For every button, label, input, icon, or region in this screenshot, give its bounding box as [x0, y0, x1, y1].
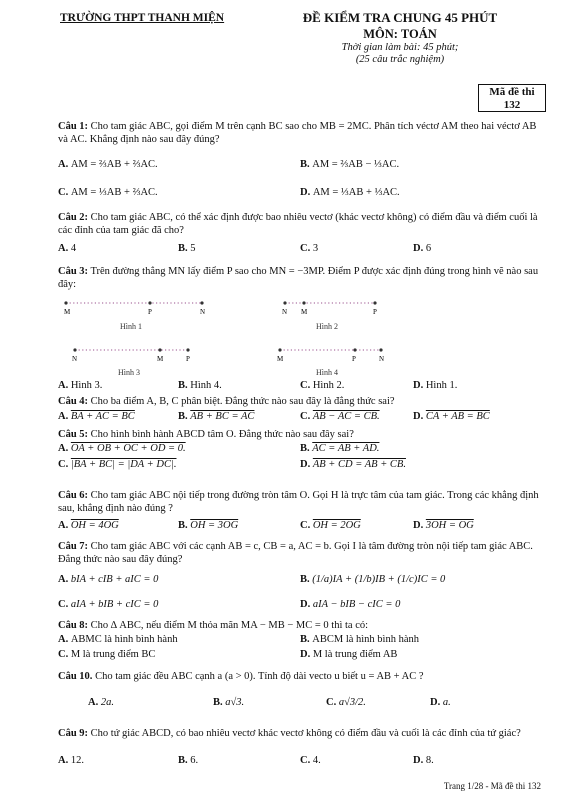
figure-3 [70, 345, 200, 370]
exam-code-value: 132 [503, 99, 521, 111]
question-10 [58, 670, 542, 683]
point-m-label: M [277, 355, 284, 363]
option-a[interactable]: A. 12. [58, 755, 84, 766]
question-5 [58, 428, 542, 441]
point-n-label: N [282, 308, 288, 316]
option-c[interactable]: C. AB − AC = CB. [300, 411, 380, 422]
exam-subject: MÔN: TOÁN [363, 27, 437, 41]
point-p-label: P [373, 308, 377, 316]
figure-4 [275, 345, 390, 370]
option-b[interactable]: B. AM = ⅔AB − ⅓AC. [300, 159, 400, 170]
question-text: Cho hình bình hành ABCD tâm O. Đẳng thức nào sau đây sai? [88, 429, 354, 440]
question-9 [58, 727, 542, 740]
figure-4-caption: Hình 4 [316, 368, 338, 377]
option-b[interactable]: B. (1/a)IA + (1/b)IB + (1/c)IC = 0 [300, 574, 446, 585]
exam-code-label: Mã đề thi [489, 86, 535, 98]
option-d[interactable]: D. Hình 1. [413, 380, 458, 391]
figure-1 [60, 298, 210, 323]
q4-options [58, 411, 542, 425]
figure-2-caption: Hình 2 [316, 322, 338, 331]
option-a[interactable]: A. AM = ⅔AB + ⅔AC. [58, 159, 158, 170]
option-d[interactable]: D. AB + CD = AB + CB. [300, 459, 406, 470]
question-label: Câu 9: [58, 728, 89, 739]
q7-options [58, 574, 542, 588]
option-b[interactable]: B. Hình 4. [178, 380, 222, 391]
question-text: Cho tam giác ABC, gọi điểm M trên cạnh BC sao cho MB = 2MC. Phân tích véctơ AM theo hai véctơ AB và AC. Khẳng định nào sau đây đúng? [58, 121, 537, 145]
option-c[interactable]: C. AM = ⅓AB + ⅔AC. [58, 187, 158, 198]
question-8 [58, 619, 542, 632]
option-d[interactable]: D. 3OH = OG [413, 520, 474, 531]
option-c[interactable]: C. OH = 2OG [300, 520, 361, 531]
option-a[interactable]: A. BA + AC = BC [58, 411, 135, 422]
option-b[interactable]: B. 6. [178, 755, 199, 766]
option-d[interactable]: D. 8. [413, 755, 434, 766]
option-b[interactable]: B. OH = 3OG [178, 520, 239, 531]
question-2 [58, 211, 542, 237]
point-m-label: M [64, 308, 71, 316]
q7-options-2 [58, 599, 542, 613]
question-1 [58, 120, 542, 146]
option-d[interactable]: D. a. [430, 697, 451, 708]
q8-options-2 [58, 649, 542, 663]
point-m-label: M [157, 355, 164, 363]
option-d[interactable]: D. 6 [413, 243, 432, 254]
figure-1-caption: Hình 1 [120, 322, 142, 331]
q8-options [58, 634, 542, 648]
question-6 [58, 489, 542, 515]
exam-code-box [478, 84, 546, 112]
q1-options [58, 159, 542, 173]
question-text: Cho tam giác ABC với các cạnh AB = c, CB = a, AC = b. Gọi I là tâm đường tròn nội tiếp tam giác ABC. Đẳng thức nào sau đây đúng? [58, 541, 533, 565]
exam-question-count: (25 câu trắc nghiệm) [355, 54, 445, 65]
point-n-label: N [379, 355, 385, 363]
option-b[interactable]: B. AC = AB + AD. [300, 443, 380, 454]
question-label: Câu 8: [58, 620, 89, 631]
question-label: Câu 10. [58, 671, 93, 682]
option-c[interactable]: C. Hình 2. [300, 380, 345, 391]
question-label: Câu 5: [58, 429, 89, 440]
question-text: Cho tứ giác ABCD, có bao nhiêu vectơ khác vectơ không có điểm đầu và cuối là các đỉnh của tứ giác? [88, 728, 521, 739]
question-label: Câu 4: [58, 396, 89, 407]
question-text: Cho ba điểm A, B, C phân biệt. Đẳng thức nào sau đây là đẳng thức sai? [88, 396, 395, 407]
school-name: TRƯỜNG THPT THANH MIỆN [60, 12, 225, 24]
option-d[interactable]: D. M là trung điểm AB [300, 649, 398, 660]
option-a[interactable]: A. 4 [58, 243, 77, 254]
question-text: Cho tam giác ABC, có thể xác định được bao nhiêu vectơ (khác vectơ không) có điểm đầu và điểm cuối là các đỉnh của tam giác đã cho? [58, 212, 538, 236]
q6-options [58, 520, 542, 534]
page-footer: Trang 1/28 - Mã đề thi 132 [443, 781, 541, 791]
question-text: Trên đường thẳng MN lấy điểm P sao cho MN = −3MP. Điểm P được xác định đúng trong hình vẽ nào sau đây: [58, 266, 539, 290]
exam-title: ĐỀ KIỂM TRA CHUNG 45 PHÚT [302, 10, 498, 25]
q10-options [58, 697, 542, 711]
question-label: Câu 2: [58, 212, 89, 223]
question-label: Câu 6: [58, 490, 89, 501]
option-c[interactable]: C. |BA + BC| = |DA + DC|. [58, 459, 177, 470]
point-n-label: N [200, 308, 206, 316]
question-7 [58, 540, 542, 566]
option-b[interactable]: B. AB + BC = AC [178, 411, 255, 422]
option-b[interactable]: B. 5 [178, 243, 196, 254]
option-a[interactable]: A. bIA + cIB + aIC = 0 [58, 574, 159, 585]
option-d[interactable]: D. CA + AB = BC [413, 411, 490, 422]
question-3 [58, 265, 542, 291]
question-label: Câu 7: [58, 541, 89, 552]
option-a[interactable]: A. ABMC là hình bình hành [58, 634, 178, 645]
question-text: Cho tam giác đều ABC cạnh a (a > 0). Tính độ dài vecto u biết u = AB + AC ? [92, 671, 424, 682]
option-c[interactable]: C. aIA + bIB + cIC = 0 [58, 599, 159, 610]
figure-2 [280, 298, 390, 323]
q3-options [58, 380, 542, 394]
option-a[interactable]: A. Hình 3. [58, 380, 103, 391]
exam-header [290, 10, 510, 66]
option-a[interactable]: A. 2a. [88, 697, 114, 708]
question-4 [58, 395, 542, 408]
question-text: Cho tam giác ABC nội tiếp trong đường tròn tâm O. Gọi H là trực tâm của tam giác. Trong các khẳng định sau, khẳng định nào đúng ? [58, 490, 539, 514]
option-a[interactable]: A. OA + OB + OC + OD = 0. [58, 443, 186, 454]
option-c[interactable]: C. M là trung điểm BC [58, 649, 156, 660]
option-c[interactable]: C. 4. [300, 755, 321, 766]
point-p-label: P [352, 355, 356, 363]
option-a[interactable]: A. OH = 4OG [58, 520, 119, 531]
q5-options [58, 443, 542, 457]
q1-options-2 [58, 187, 542, 201]
figure-3-caption: Hình 3 [118, 368, 140, 377]
question-label: Câu 1: [58, 121, 89, 132]
option-c[interactable]: C. 3 [300, 243, 319, 254]
option-c[interactable]: C. a√3/2. [326, 697, 366, 708]
point-m-label: M [301, 308, 308, 316]
option-b[interactable]: B. ABCM là hình bình hành [300, 634, 420, 645]
q5-options-2 [58, 459, 542, 473]
q2-options [58, 243, 542, 257]
option-b[interactable]: B. a√3. [213, 697, 245, 708]
question-label: Câu 3: [58, 266, 89, 277]
point-p-label: P [186, 355, 190, 363]
point-n-label: N [72, 355, 78, 363]
option-d[interactable]: D. AM = ⅓AB + ⅓AC. [300, 187, 400, 198]
point-p-label: P [148, 308, 152, 316]
exam-time: Thời gian làm bài: 45 phút; [341, 42, 459, 53]
q9-options [58, 755, 542, 769]
option-d[interactable]: D. aIA − bIB − cIC = 0 [300, 599, 401, 610]
question-text: Cho ∆ ABC, nếu điểm M thỏa mãn MA − MB − MC = 0 thì ta có: [88, 620, 369, 631]
